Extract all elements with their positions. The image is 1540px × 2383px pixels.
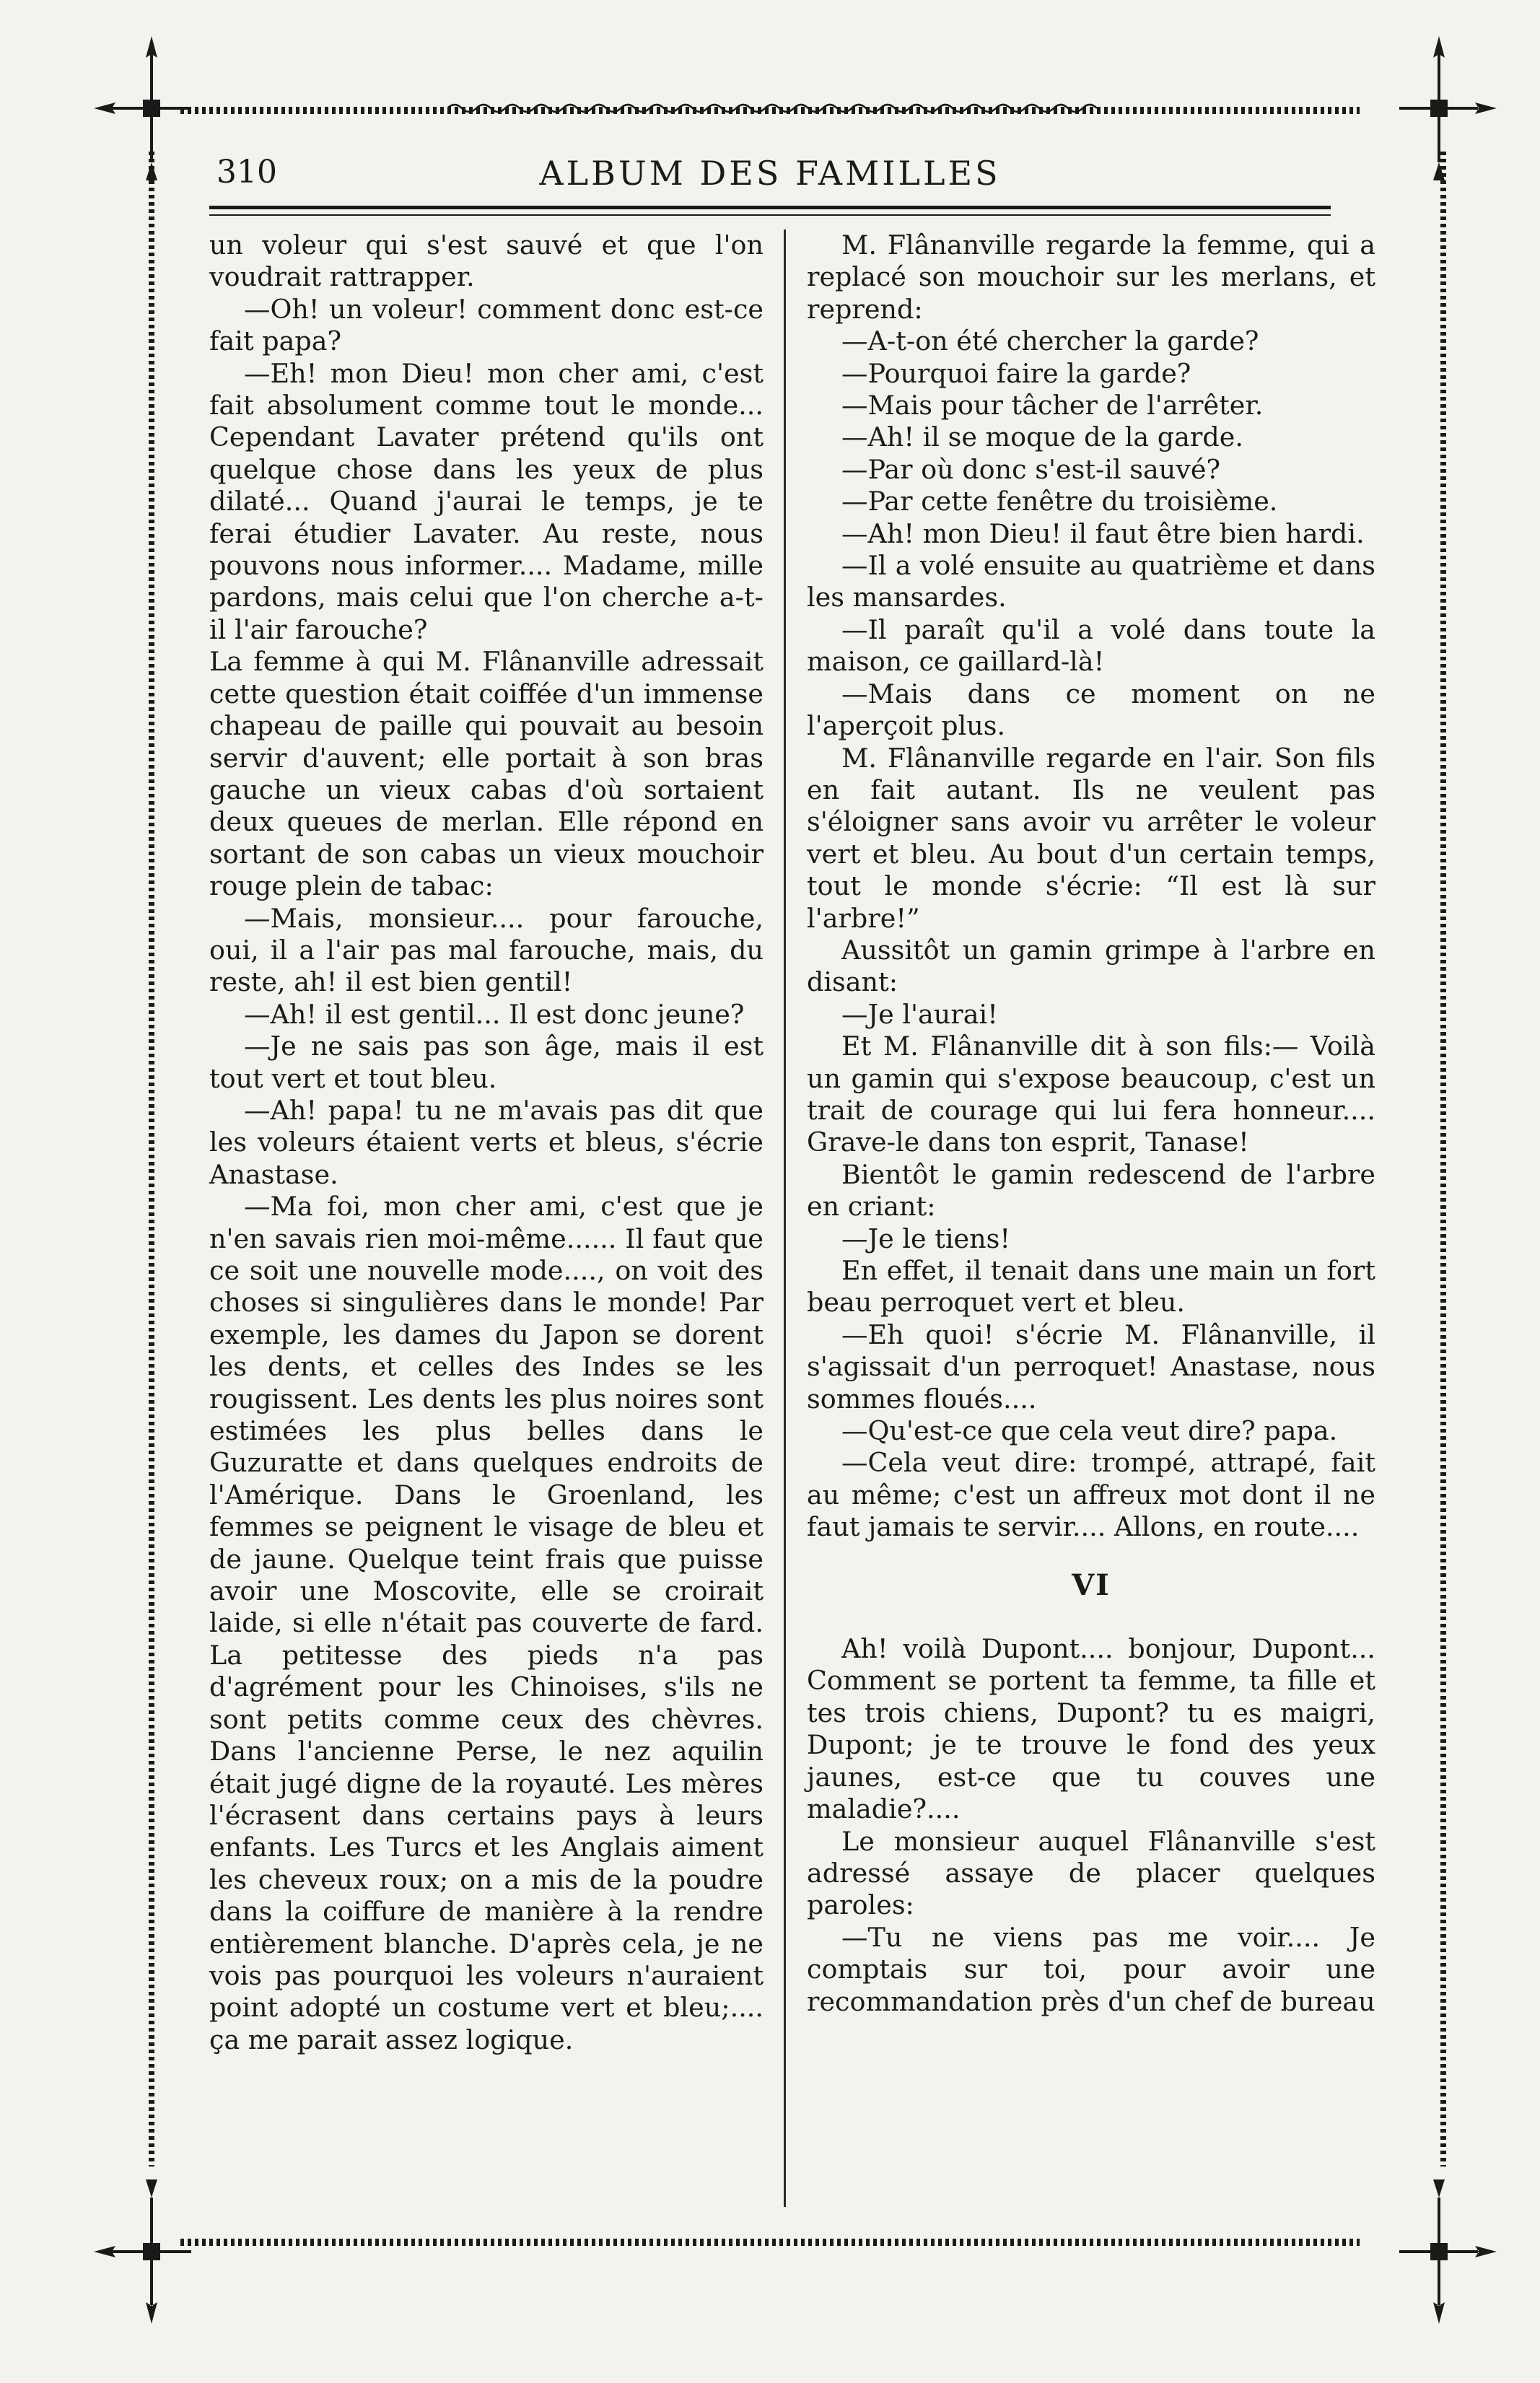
paragraph: un voleur qui s'est sauvé et que l'on voudrait rattrapper. xyxy=(209,229,764,293)
paragraph: —Je l'aurai! xyxy=(841,998,998,1030)
paragraph: La femme à qui M. Flânanville adressait cette question était coiffée d'un immense chapeau de paille qui pouvait au besoin servir d'auvent; elle portait à son bras gauche un vieux cabas d'où sortaient deux queues de merlan. Elle répond en sortant de son cabas un vieux mouchoir rouge plein de tabac: xyxy=(209,646,764,902)
frame-left-border xyxy=(149,152,154,2166)
corner-ornament-top-right xyxy=(1381,36,1497,180)
paragraph: —Eh quoi! s'écrie M. Flânanville, il s'agissait d'un perroquet! Anastase, nous sommes floués.... xyxy=(807,1319,1375,1415)
corner-ornament-top-left xyxy=(94,36,209,180)
frame-wave-ornament xyxy=(447,101,1097,115)
paragraph: —Pourquoi faire la garde? xyxy=(841,357,1191,389)
paragraph: Le monsieur auquel Flânanville s'est adressé assaye de placer quelques paroles: xyxy=(807,1825,1375,1921)
frame-right-border xyxy=(1440,152,1446,2166)
paragraph: —Par où donc s'est-il sauvé? xyxy=(841,453,1221,485)
paragraph: —Eh! mon Dieu! mon cher ami, c'est fait absolument comme tout le monde... Cependant Lavater prétend qu'ils ont quelque chose dans les yeux de plus dilaté... Quand j'aurai le temps, je te ferai étudier Lavater. Au reste, nous pouvons nous informer.... Madame, mille pardons, mais celui que l'on cherche a-t-il l'air farouche? xyxy=(209,357,764,645)
left-column xyxy=(209,229,764,2056)
running-head: ALBUM DES FAMILLES xyxy=(539,154,1001,193)
paragraph: —Mais dans ce moment on ne l'aperçoit plus. xyxy=(807,678,1375,742)
paragraph: —Ah! il se moque de la garde. xyxy=(841,421,1243,453)
paragraph: Et M. Flânanville dit à son fils:— Voilà un gamin qui s'expose beaucoup, c'est un trait de courage qui lui fera honneur.... Grave-le dans ton esprit, Tanase! xyxy=(807,1031,1375,1158)
paragraph: —Mais, monsieur.... pour farouche, oui, il a l'air pas mal farouche, mais, du reste, ah! il est bien gentil! xyxy=(209,902,764,998)
paragraph: —Ah! mon Dieu! il faut être bien hardi. xyxy=(841,517,1365,549)
paragraph: Bientôt le gamin redescend de l'arbre en criant: xyxy=(807,1158,1375,1223)
paragraph: —Ah! il est gentil... Il est donc jeune? xyxy=(244,998,745,1030)
section-heading: VI xyxy=(1072,1567,1111,1602)
paragraph: —Je le tiens! xyxy=(841,1223,1011,1254)
paragraph: —Oh! un voleur! comment donc est-ce fait papa? xyxy=(209,293,764,357)
page-number: 310 xyxy=(216,154,277,191)
right-column xyxy=(807,229,1375,2018)
paragraph: —Qu'est-ce que cela veut dire? papa. xyxy=(841,1415,1338,1447)
frame-bottom-border xyxy=(180,2239,1360,2246)
header-rule-thick xyxy=(209,206,1331,209)
paragraph: —Mais pour tâcher de l'arrêter. xyxy=(841,390,1264,421)
right-column-part-a xyxy=(807,229,1375,1544)
header-rule-thin xyxy=(209,214,1331,216)
paragraph: —Je ne sais pas son âge, mais il est tout vert et tout bleu. xyxy=(209,1031,764,1094)
corner-ornament-bottom-right xyxy=(1381,2179,1497,2324)
paragraph: —A-t-on été chercher la garde? xyxy=(841,325,1259,357)
paragraph: —Cela veut dire: trompé, attrapé, fait au même; c'est un affreux mot dont il ne faut jamais te servir.... Allons, en route.... xyxy=(807,1447,1375,1543)
paragraph: —Il a volé ensuite au quatrième et dans les mansardes. xyxy=(807,550,1375,613)
paragraph: —Tu ne viens pas me voir.... Je comptais sur toi, pour avoir une recommandation près d'un chef de bureau xyxy=(807,1921,1375,2017)
paragraph: En effet, il tenait dans une main un fort beau perroquet vert et bleu. xyxy=(807,1255,1375,1319)
paragraph: M. Flânanville regarde en l'air. Son fils en fait autant. Ils ne veulent pas s'éloigner sans avoir vu arrêter le voleur vert et bleu. Au bout d'un certain temps, tout le monde s'écrie: “Il est là sur l'arbre!” xyxy=(807,742,1375,934)
column-divider xyxy=(784,229,786,2207)
page-header xyxy=(216,148,1324,198)
paragraph: Aussitôt un gamin grimpe à l'arbre en disant: xyxy=(807,934,1375,998)
paragraph: M. Flânanville regarde la femme, qui a replacé son mouchoir sur les merlans, et reprend: xyxy=(807,229,1375,325)
corner-ornament-bottom-left xyxy=(94,2179,209,2324)
paragraph: —Ah! papa! tu ne m'avais pas dit que les voleurs étaient verts et bleus, s'écrie Anastase. xyxy=(209,1094,764,1190)
paragraph: —Par cette fenêtre du troisième. xyxy=(841,486,1278,517)
right-column-part-b xyxy=(807,1633,1375,2018)
paragraph: Ah! voilà Dupont.... bonjour, Dupont... Comment se portent ta femme, ta fille et tes trois chiens, Dupont? tu es maigri, Dupont; je te trouve le fond des yeux jaunes, est-ce que tu couves une maladie?.... xyxy=(807,1633,1375,1825)
paragraph: —Ma foi, mon cher ami, c'est que je n'en savais rien moi-même...... Il faut que ce soit une nouvelle mode...., on voit des choses si singulières dans le monde! Par exemple, les dames du Japon se dorent les dents, et celles des Indes se les rougissent. Les dents les plus noires sont estimées les plus belles dans le Guzuratte et dans quelques endroits de l'Amérique. Dans le Groenland, les femmes se peignent le visage de bleu et de jaune. Quelque teint frais que puisse avoir une Moscovite, elle se croirait laide, si elle n'était pas couverte de fard. La petitesse des pieds n'a pas d'agrément pour les Chinoises, s'ils ne sont petits comme ceux des chèvres. Dans l'ancienne Perse, le nez aquilin était jugé digne de la royauté. Les mères l'écrasent dans certains pays à leurs enfants. Les Turcs et les Anglais aiment les cheveux roux; on a mis de la poudre dans la coiffure de manière à la rendre entièrement blanche. D'après cela, je ne vois pas pourquoi les voleurs n'auraient point adopté un costume vert et bleu;.... ça me parait assez logique. xyxy=(209,1191,764,2055)
paragraph: —Il paraît qu'il a volé dans toute la maison, ce gaillard-là! xyxy=(807,613,1375,678)
